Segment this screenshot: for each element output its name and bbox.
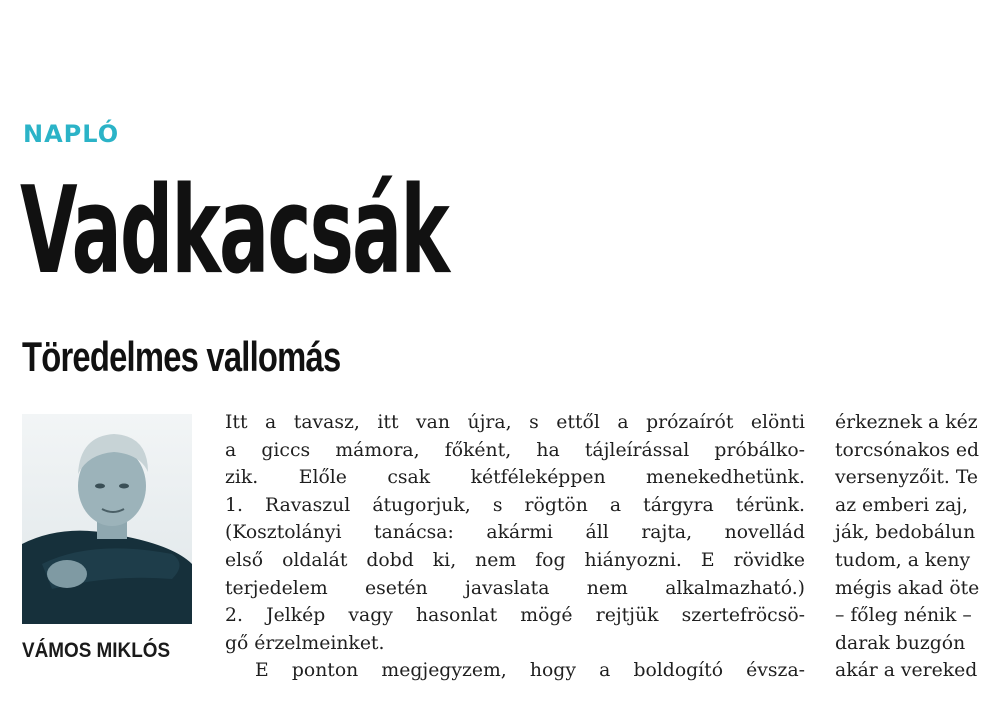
body-line: E ponton megjegyzem, hogy a boldogító évsza-: [255, 660, 805, 682]
author-name: VÁMOS MIKLÓS: [22, 639, 171, 662]
section-label: NAPLÓ: [23, 120, 120, 148]
article-column-2: [835, 409, 1000, 685]
body-line: a giccs mámora, főként, ha tájleírással próbálko-: [225, 439, 805, 461]
body-line: gő érzelmeinket.: [225, 632, 385, 654]
body-line: zik. Előle csak kétféleképpen menekedhetünk.: [225, 467, 805, 489]
body-line: érkeznek a kéz: [835, 412, 978, 433]
body-line: első oldalát dobd ki, nem fog hiányozni. E rövidke: [225, 549, 805, 571]
body-line: Itt a tavasz, itt van újra, s ettől a prózaírót elönti: [225, 412, 805, 433]
body-line: versenyzőit. Te: [835, 467, 979, 489]
body-line: terjedelem esetén javaslata nem alkalmazható.): [225, 577, 805, 599]
body-line: torcsónakos ed: [835, 439, 980, 461]
body-line: 1. Ravaszul átugorjuk, s rögtön a tárgyra térünk.: [225, 494, 805, 516]
body-line: darak buzgón: [835, 632, 966, 654]
author-photo: [22, 414, 192, 624]
body-line: tudom, a keny: [835, 549, 971, 571]
body-line: ják, bedobálun: [835, 522, 976, 544]
author-portrait-icon: [22, 414, 192, 624]
body-line: mégis akad öte: [835, 577, 980, 599]
body-line: akár a vereked: [835, 660, 978, 682]
body-line: – főleg nénik –: [835, 605, 972, 627]
body-line: az emberi zaj,: [835, 494, 968, 516]
body-line: 2. Jelkép vagy hasonlat mögé rejtjük szertefröcsö-: [225, 605, 805, 627]
body-line: (Kosztolányi tanácsa: akármi áll rajta, novellád: [225, 522, 805, 544]
article-subtitle: Töredelmes vallomás: [22, 333, 341, 380]
article-column-1: [225, 409, 805, 685]
article-title: Vadkacsák: [20, 162, 448, 301]
